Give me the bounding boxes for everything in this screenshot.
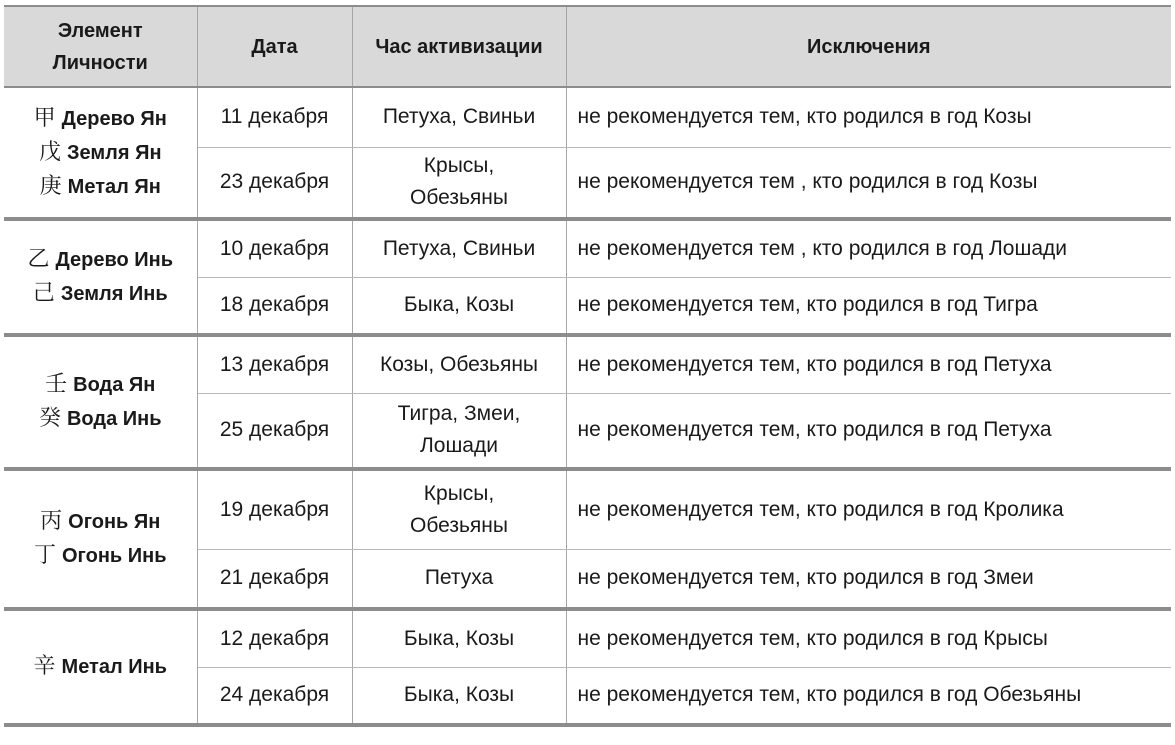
hour-line: Крысы, bbox=[423, 481, 495, 505]
element-entry bbox=[10, 243, 191, 277]
hour-cell bbox=[352, 469, 566, 549]
table-row bbox=[4, 469, 1171, 549]
date-cell: 25 декабря bbox=[197, 393, 352, 469]
hour-cell bbox=[352, 277, 566, 335]
element-entry bbox=[10, 277, 191, 311]
hour-line: Козы, Обезьяны bbox=[379, 352, 539, 376]
element-hieroglyph: 戊 bbox=[38, 139, 61, 165]
element-name: Вода Инь bbox=[66, 408, 162, 430]
element-hieroglyph: 甲 bbox=[33, 105, 56, 131]
element-cell bbox=[4, 219, 197, 335]
element-hieroglyph: 己 bbox=[32, 281, 55, 306]
element-hieroglyph: 壬 bbox=[45, 372, 68, 397]
element-name: Метал Ян bbox=[67, 175, 161, 198]
element-cell bbox=[4, 335, 197, 469]
hour-line: Быка, Козы bbox=[403, 683, 515, 707]
element-entry bbox=[10, 402, 191, 436]
hour-cell bbox=[352, 219, 566, 277]
element-hieroglyph: 乙 bbox=[27, 247, 50, 272]
exception-cell: не рекомендуется тем, кто родился в год Петуха bbox=[566, 335, 1171, 393]
element-hieroglyph: 癸 bbox=[38, 406, 61, 431]
element-name: Огонь Ян bbox=[68, 511, 161, 533]
header-exceptions: Исключения bbox=[566, 6, 1171, 87]
exception-cell: не рекомендуется тем, кто родился в год Кролика bbox=[566, 469, 1171, 549]
element-name: Дерево Инь bbox=[55, 249, 174, 271]
element-hieroglyph: 丙 bbox=[40, 509, 63, 534]
header-hour: Час активизации bbox=[352, 6, 566, 87]
date-cell: 23 декабря bbox=[197, 147, 352, 219]
table-row bbox=[4, 609, 1171, 667]
hour-line: Петуха bbox=[424, 566, 494, 590]
exception-cell: не рекомендуется тем , кто родился в год Козы bbox=[566, 147, 1171, 219]
header-date: Дата bbox=[197, 6, 352, 87]
element-entry bbox=[10, 368, 191, 402]
header-element: Элемент Личности bbox=[4, 6, 197, 87]
hour-line: Крысы, bbox=[423, 154, 495, 178]
date-cell: 21 декабря bbox=[197, 549, 352, 609]
table-body bbox=[4, 87, 1171, 725]
element-name: Земля Ян bbox=[66, 141, 162, 164]
element-cell bbox=[4, 609, 197, 725]
date-cell: 19 декабря bbox=[197, 469, 352, 549]
hour-line: Быка, Козы bbox=[403, 626, 515, 650]
exception-cell: не рекомендуется тем, кто родился в год Крысы bbox=[566, 609, 1171, 667]
hour-cell bbox=[352, 335, 566, 393]
hour-line: Обезьяны bbox=[410, 186, 508, 210]
exception-cell: не рекомендуется тем, кто родился в год Петуха bbox=[566, 393, 1171, 469]
exception-cell: не рекомендуется тем, кто родился в год Козы bbox=[566, 87, 1171, 147]
date-cell: 24 декабря bbox=[197, 667, 352, 725]
date-cell: 18 декабря bbox=[197, 277, 352, 335]
hour-line: Быка, Козы bbox=[403, 293, 515, 317]
hour-cell bbox=[352, 667, 566, 725]
element-entry bbox=[10, 539, 191, 573]
header-row bbox=[4, 6, 1171, 87]
date-cell: 12 декабря bbox=[197, 609, 352, 667]
table-row bbox=[4, 335, 1171, 393]
element-cell bbox=[4, 469, 197, 609]
hour-cell bbox=[352, 147, 566, 219]
element-entry bbox=[10, 136, 191, 170]
element-entry bbox=[10, 102, 191, 136]
element-entry bbox=[10, 170, 191, 204]
date-cell: 10 декабря bbox=[197, 219, 352, 277]
element-name: Огонь Инь bbox=[61, 545, 167, 567]
hour-line: Петуха, Свиньи bbox=[382, 236, 536, 260]
hour-line: Обезьяны bbox=[410, 513, 508, 537]
date-cell: 13 декабря bbox=[197, 335, 352, 393]
element-name: Метал Инь bbox=[61, 656, 167, 678]
exception-cell: не рекомендуется тем, кто родился в год Тигра bbox=[566, 277, 1171, 335]
hour-line: Петуха, Свиньи bbox=[382, 105, 536, 129]
hour-line: Лошади bbox=[420, 434, 498, 458]
exception-cell: не рекомендуется тем, кто родился в год Обезьяны bbox=[566, 667, 1171, 725]
hour-cell bbox=[352, 393, 566, 469]
exception-cell: не рекомендуется тем, кто родился в год Змеи bbox=[566, 549, 1171, 609]
exception-cell: не рекомендуется тем , кто родился в год Лошади bbox=[566, 219, 1171, 277]
table-row bbox=[4, 87, 1171, 147]
element-hieroglyph: 辛 bbox=[33, 654, 56, 679]
element-hieroglyph: 丁 bbox=[33, 543, 56, 568]
hour-cell bbox=[352, 87, 566, 147]
element-name: Земля Инь bbox=[60, 283, 168, 305]
element-entry bbox=[10, 650, 191, 684]
hour-cell bbox=[352, 549, 566, 609]
date-cell: 11 декабря bbox=[197, 87, 352, 147]
hour-cell bbox=[352, 609, 566, 667]
element-name: Дерево Ян bbox=[61, 107, 167, 130]
hour-line: Тигра, Змеи, bbox=[397, 402, 521, 426]
table-row bbox=[4, 219, 1171, 277]
element-entry bbox=[10, 505, 191, 539]
element-hieroglyph: 庚 bbox=[39, 173, 62, 199]
element-cell bbox=[4, 87, 197, 219]
activation-table bbox=[4, 5, 1171, 727]
element-name: Вода Ян bbox=[73, 374, 156, 396]
